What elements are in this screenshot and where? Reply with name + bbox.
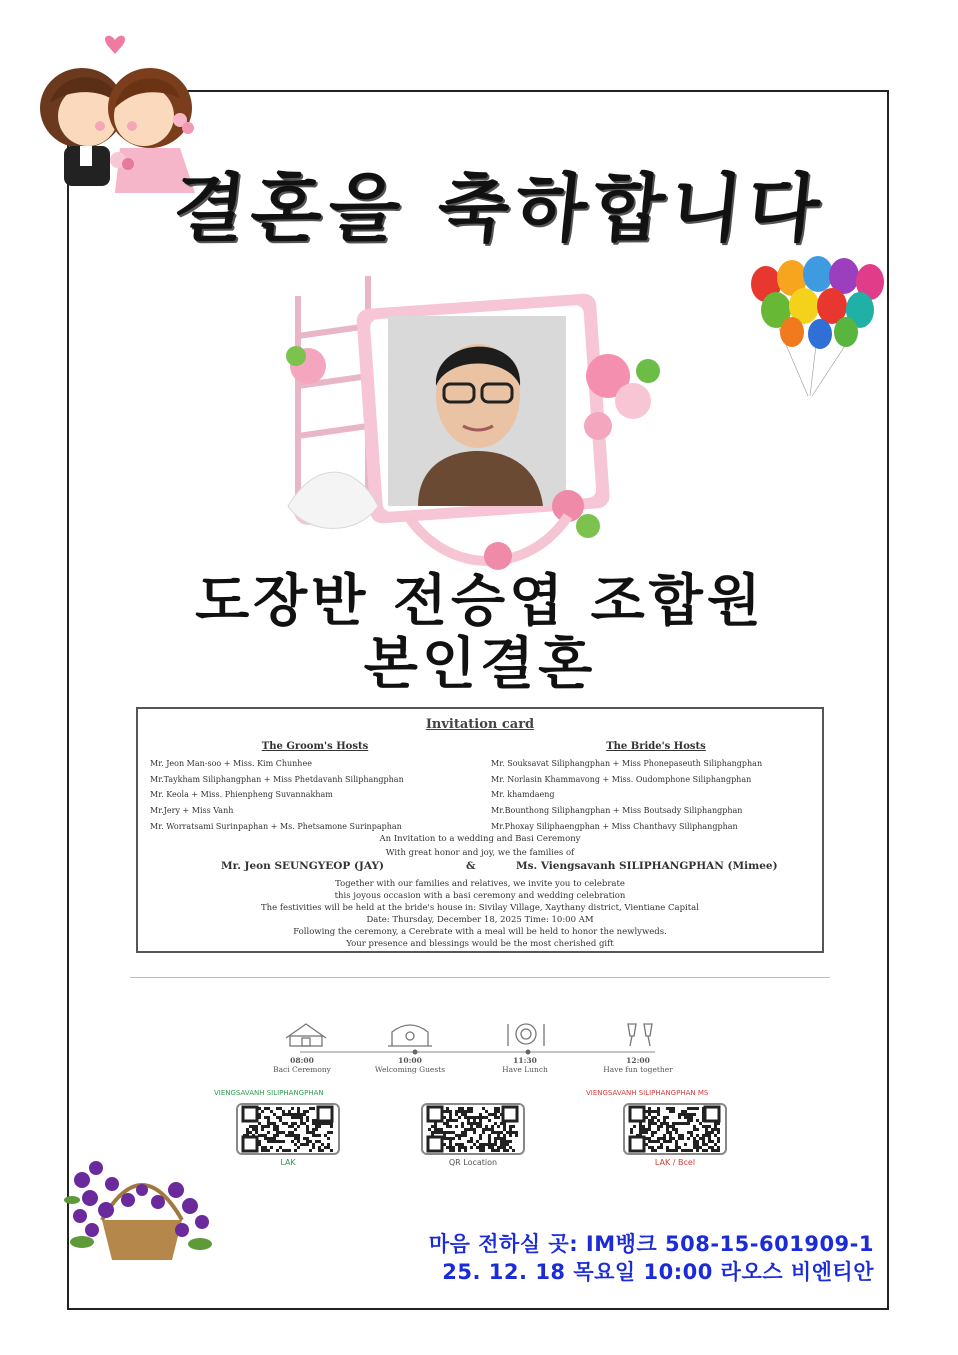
timeline-item [588, 1056, 688, 1074]
timeline-item [252, 1056, 352, 1074]
house-icon [286, 1024, 326, 1046]
bride-name: Ms. Viengsavanh SILIPHANGPHAN (Mimee) [516, 860, 778, 872]
timeline-label: Have fun together [603, 1065, 673, 1074]
timeline-label: Welcoming Guests [374, 1065, 446, 1074]
timeline-time: 08:00 [290, 1056, 314, 1065]
page-title: 결혼을 축하합니다 [169, 166, 830, 252]
host-line: Mr. Worratsami Surinpaphan + Ms. Phetsamone Surinpaphan [150, 821, 402, 831]
host-line: Mr. Keola + Miss. Phienpheng Suvannakham [150, 790, 333, 800]
host-line: Mr.Bounthong Siliphangphan + Miss Boutsady Siliphangphan [491, 806, 743, 816]
timeline-time: 10:00 [398, 1056, 422, 1065]
event-date-location: 25. 12. 18 목요일 10:00 라오스 비엔티안 [442, 1260, 874, 1284]
bride-hosts [491, 739, 821, 835]
qr-code-image [238, 1105, 338, 1153]
host-line: Mr.Phoxay Siliphaengphan + Miss Chanthavy Siliphangphan [491, 821, 738, 831]
timeline-time: 11:30 [513, 1056, 537, 1065]
invitation-card [136, 707, 824, 953]
qr-1-label: LAK [280, 1158, 296, 1167]
qr-code-location[interactable] [421, 1103, 525, 1155]
host-line: Mr. Jeon Man-soo + Miss. Kim Chunhee [150, 758, 312, 768]
qr-2-label: QR Location [448, 1158, 498, 1167]
groom-hosts [150, 739, 480, 835]
ampersand: & [466, 860, 476, 872]
invitation-intro-1: An Invitation to a wedding and Basi Ceremony [379, 834, 581, 844]
host-line: Mr. Norlasin Khammavong + Miss. Oudomphone Siliphangphan [491, 774, 752, 784]
groom-hosts-title: The Groom's Hosts [261, 741, 369, 752]
announcement-line-2: 본인결혼 [363, 632, 597, 697]
plate-cutlery-icon [508, 1024, 544, 1046]
event-timeline [270, 1016, 690, 1076]
invitation-body-line: The festivities will be held at the bride's house in: Sivilay Village, Xaythany district, Vientiane Capital [261, 903, 699, 913]
bride-hosts-title: The Bride's Hosts [606, 741, 706, 752]
timeline-label: Baci Ceremony [273, 1065, 331, 1074]
invitation-body-line: Following the ceremony, a Cerebrate with a meal will be held to honor the newlyweds. [293, 927, 667, 937]
qr-3-account-name: VIENGSAVANH SILIPHANGPHAN MS [586, 1089, 709, 1097]
gift-account-info: 마음 전하실 곳: IM뱅크 508-15-601909-1 [428, 1232, 874, 1256]
timeline-label: Have Lunch [502, 1065, 548, 1074]
invitation-body-line: Together with our families and relatives, we invite you to celebrate [335, 879, 625, 889]
balloons-illustration [748, 256, 886, 398]
host-line: Mr. Souksavat Siliphangphan + Miss Phonepaseuth Siliphangphan [491, 758, 763, 768]
timeline-time: 12:00 [626, 1056, 650, 1065]
qr-code-lak[interactable] [236, 1103, 340, 1155]
qr-code-lak-bcel[interactable] [623, 1103, 727, 1155]
wedding-arch-icon [388, 1025, 432, 1046]
host-line: Mr. khamdaeng [491, 790, 555, 800]
qr-code-image [423, 1105, 523, 1153]
invitation-intro-2: With great honor and joy, we the families of [385, 848, 575, 858]
invitation-card-title: Invitation card [425, 717, 535, 732]
toast-glasses-icon [628, 1024, 652, 1046]
violet-flower-basket-illustration [62, 1130, 222, 1270]
host-line: Mr.Jery + Miss Vanh [150, 806, 234, 816]
host-line: Mr.Taykham Siliphangphan + Miss Phetdavanh Siliphangphan [150, 774, 404, 784]
invitation-body-line: Your presence and blessings would be the most cherished gift [346, 939, 614, 949]
qr-1-account-name: VIENGSAVANH SILIPHANGPHAN [214, 1089, 324, 1097]
invitation-body-line: this joyous occasion with a basi ceremony and wedding celebration [334, 891, 626, 901]
groom-name: Mr. Jeon SEUNGYEOP (JAY) [221, 860, 384, 872]
invitation-date-line: Date: Thursday, December 18, 2025 Time: 10:00 AM [366, 915, 594, 925]
qr-3-label: LAK / Bcel [654, 1158, 696, 1167]
timeline-item [360, 1056, 460, 1074]
qr-code-image [625, 1105, 725, 1153]
divider [130, 977, 830, 978]
announcement-line-1: 도장반 전승엽 조합원 [195, 569, 765, 634]
timeline-item [475, 1056, 575, 1074]
